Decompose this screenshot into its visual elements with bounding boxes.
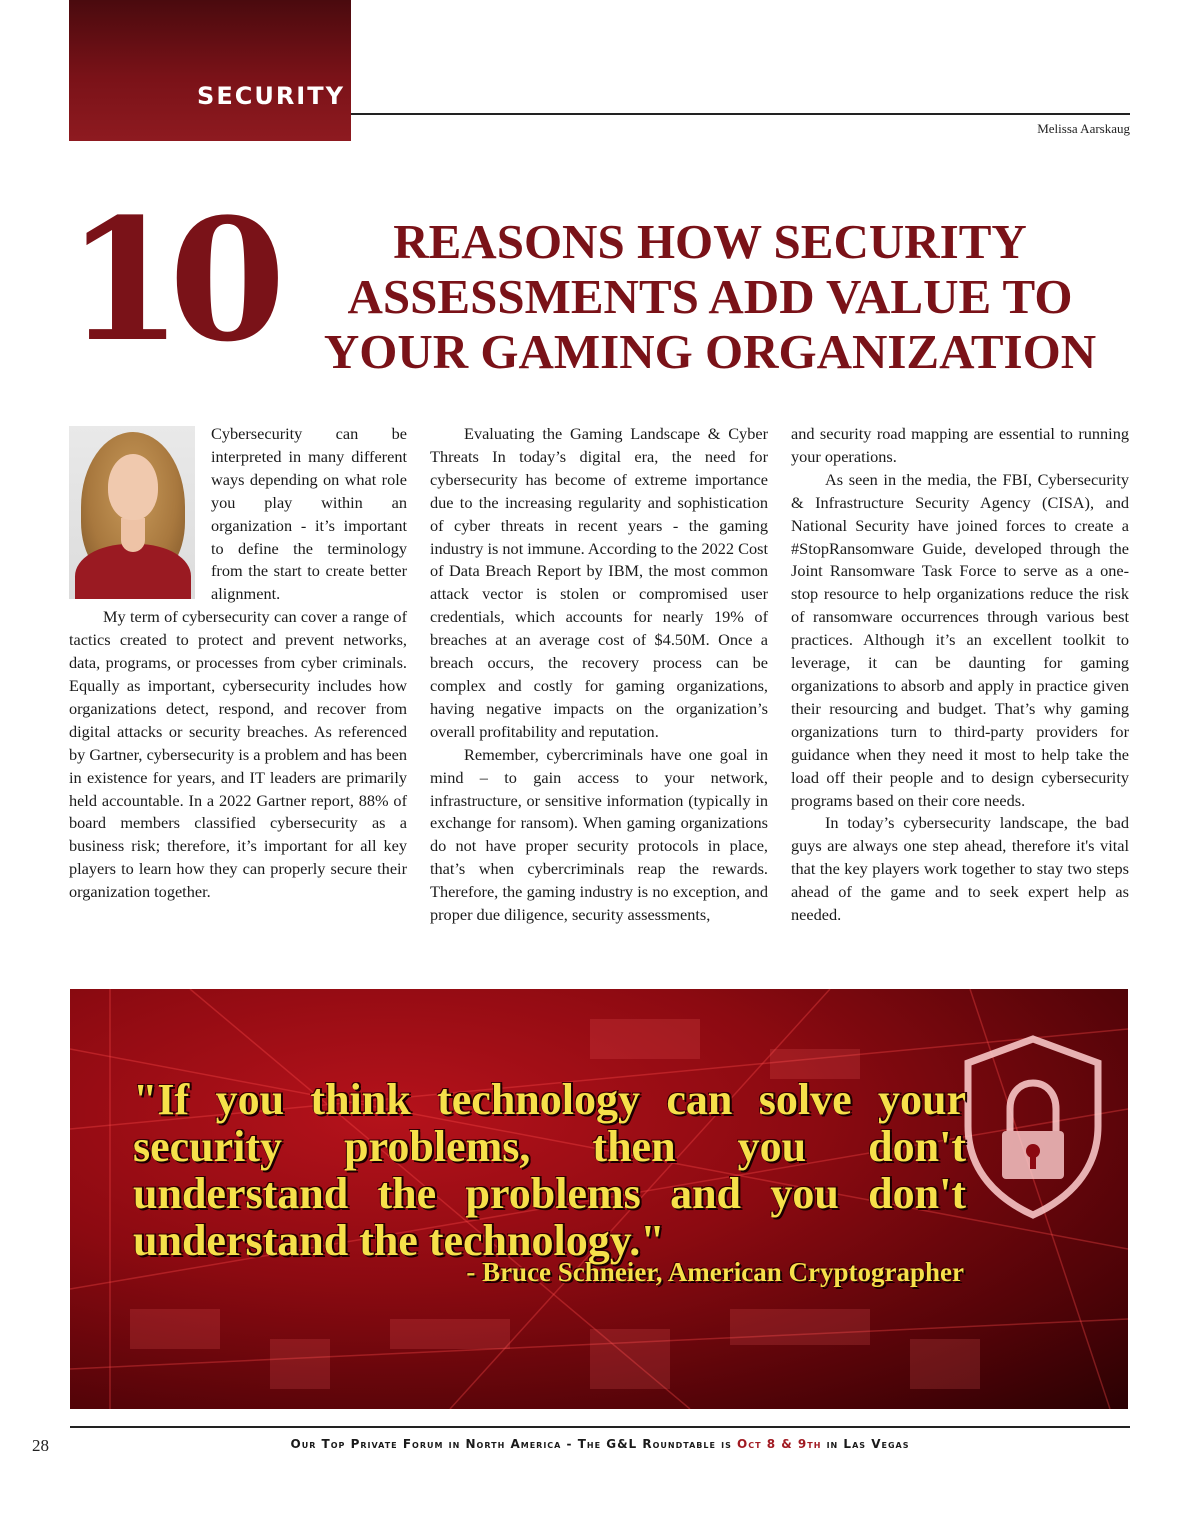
footer-rule <box>70 1426 1130 1428</box>
article-column-1 <box>69 423 407 904</box>
author-photo <box>69 426 195 599</box>
headline-line-3: YOUR GAMING ORGANIZATION <box>323 324 1097 379</box>
shield-lock-icon <box>958 1031 1108 1221</box>
footer-banner <box>0 1437 1200 1451</box>
quote-attribution: - Bruce Schneier, American Cryptographer <box>466 1257 964 1287</box>
paragraph: In today’s cybersecurity landscape, the bad guys are always one step ahead, therefore it's vital that the key players work together to stay two steps ahead of the game and to seek expert help as needed. <box>791 813 1129 925</box>
quote-banner <box>70 989 1128 1409</box>
paragraph: Evaluating the Gaming Landscape & Cyber Threats In today’s digital era, the need for cybersecurity has become of extreme importance due to the increasing regularity and sophistication of cyber threats in recent years - the gaming industry is not immune. According to the 2022 Cost of Data Breach Report by IBM, the most common attack vector is stolen or compromised user credentials, which accounts for nearly 19% of breaches at an average cost of $4.50M. Once a breach occurs, the recovery process can be complex and costly for gaming organizations, having negative impacts on the organization’s overall profitability and reputation. <box>430 424 768 741</box>
pull-quote: "If you think technology can solve your security problems, then you don't understand the problems and you don't understand the technology." <box>133 1075 966 1265</box>
headline <box>270 214 1150 379</box>
headline-line-2: ASSESSMENTS ADD VALUE TO <box>347 269 1073 324</box>
paragraph: My term of cybersecurity can cover a range of tactics created to protect and prevent networks, data, programs, or processes from cyber criminals. Equally as important, cybersecurity includes how organizations detect, respond, and recover from digital attacks or security breaches. As referenced by Gartner, cybersecurity is a problem and has been in existence for years, and IT leaders are primarily held accountable. In a 2022 Gartner report, 88% of board members classified cybersecurity as a business risk; therefore, it’s important for all key players to learn how they can properly secure their organization together. <box>69 607 407 902</box>
page-number: 28 <box>32 1436 49 1455</box>
article-column-3 <box>791 423 1129 927</box>
headline-number: 10 <box>66 181 272 379</box>
footer-text-start: Our Top Private Forum in North America - The G&L Roundtable is <box>290 1437 738 1451</box>
footer-text-end: in Las Vegas <box>821 1437 910 1451</box>
header-rule <box>351 113 1130 115</box>
paragraph: Cybersecurity can be interpreted in many different ways depending on what role you play within an organization - it’s important to define the terminology from the start to create better alignment. <box>211 424 407 604</box>
author-name: Melissa Aarskaug <box>1037 121 1130 136</box>
section-label: SECURITY <box>197 82 345 110</box>
paragraph: and security road mapping are essential to running your operations. <box>791 424 1129 466</box>
section-tab <box>69 0 351 141</box>
paragraph: As seen in the media, the FBI, Cybersecurity & Infrastructure Security Agency (CISA), and National Security have joined forces to create a #StopRansomware Guide, developed through the Joint Ransomware Task Force to serve as a one-stop resource to help organizations reduce the risk of ransomware occurrences through various best practices. Although it’s an excellent toolkit to leverage, it can be daunting for gaming organizations to absorb and apply in practice given their resourcing and budget. That’s why gaming organizations turn to third-party providers for guidance when they need it most to help take the load off their people and to design cybersecurity programs based on their core needs. <box>791 469 1129 810</box>
paragraph: Remember, cybercriminals have one goal in mind – to gain access to your network, infrastructure, or sensitive information (typically in exchange for ransom). When gaming organizations do not have proper security protocols in place, that’s when cybercriminals reap the rewards. Therefore, the gaming industry is no exception, and proper due diligence, security assessments, <box>430 744 768 925</box>
article-column-2 <box>430 423 768 927</box>
footer-date-highlight: Oct 8 & 9th <box>737 1437 822 1451</box>
headline-line-1: REASONS HOW SECURITY <box>393 214 1027 269</box>
